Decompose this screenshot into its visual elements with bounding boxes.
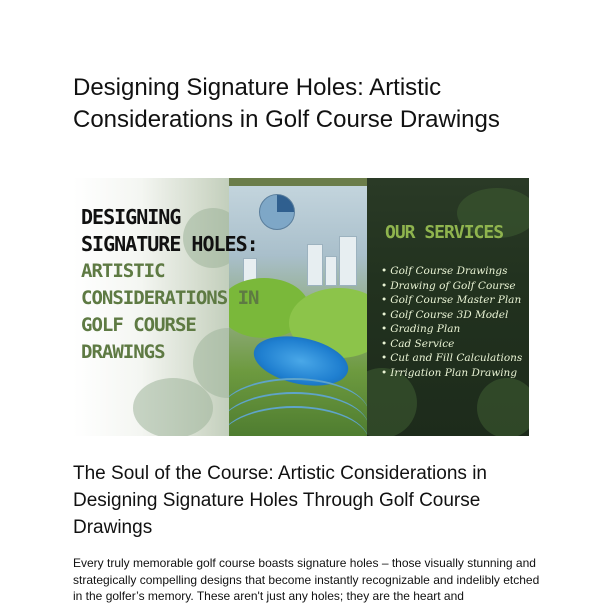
headline-line: GOLF COURSE (81, 314, 196, 336)
bullet-icon: • (381, 352, 388, 364)
headline-line: DESIGNING (81, 205, 181, 229)
headline-line: SIGNATURE HOLES: (81, 232, 258, 256)
banner-headline (81, 204, 271, 366)
services-panel (367, 178, 529, 436)
service-item: • Golf Course Drawings (381, 265, 508, 277)
service-item: • Irrigation Plan Drawing (381, 366, 518, 379)
bullet-icon: • (381, 337, 388, 350)
body-paragraph: Every truly memorable golf course boasts signature holes – those visually stunning and strategically compelling designs that become instantly recognizable and indelibly etched in the golfer’s memory. These aren't just any holes; they are the heart and (73, 556, 540, 603)
headline-line: DRAWINGS (81, 341, 165, 363)
headline-line: ARTISTIC (81, 260, 165, 282)
service-item: • Golf Course Master Plan (381, 294, 522, 306)
headline-line: CONSIDERATIONS IN (81, 287, 259, 309)
section-heading: The Soul of the Course: Artistic Considerations in Designing Signature Holes Through Golf Course Drawings (73, 463, 487, 538)
service-item: • Cut and Fill Calculations (381, 352, 523, 364)
banner-image (73, 178, 529, 436)
service-item: • Drawing of Golf Course (381, 279, 516, 292)
service-item: • Cad Service (381, 337, 455, 350)
bullet-icon: • (381, 279, 388, 292)
services-list (381, 264, 522, 380)
bullet-icon: • (381, 294, 388, 306)
bullet-icon: • (381, 265, 388, 277)
services-title: OUR SERVICES (385, 222, 504, 243)
bullet-icon: • (381, 308, 388, 321)
service-item: • Grading Plan (381, 323, 461, 335)
service-item: • Golf Course 3D Model (381, 308, 509, 321)
page-title: Designing Signature Holes: Artistic Considerations in Golf Course Drawings (73, 74, 500, 133)
bullet-icon: • (381, 323, 388, 335)
bullet-icon: • (381, 366, 388, 379)
